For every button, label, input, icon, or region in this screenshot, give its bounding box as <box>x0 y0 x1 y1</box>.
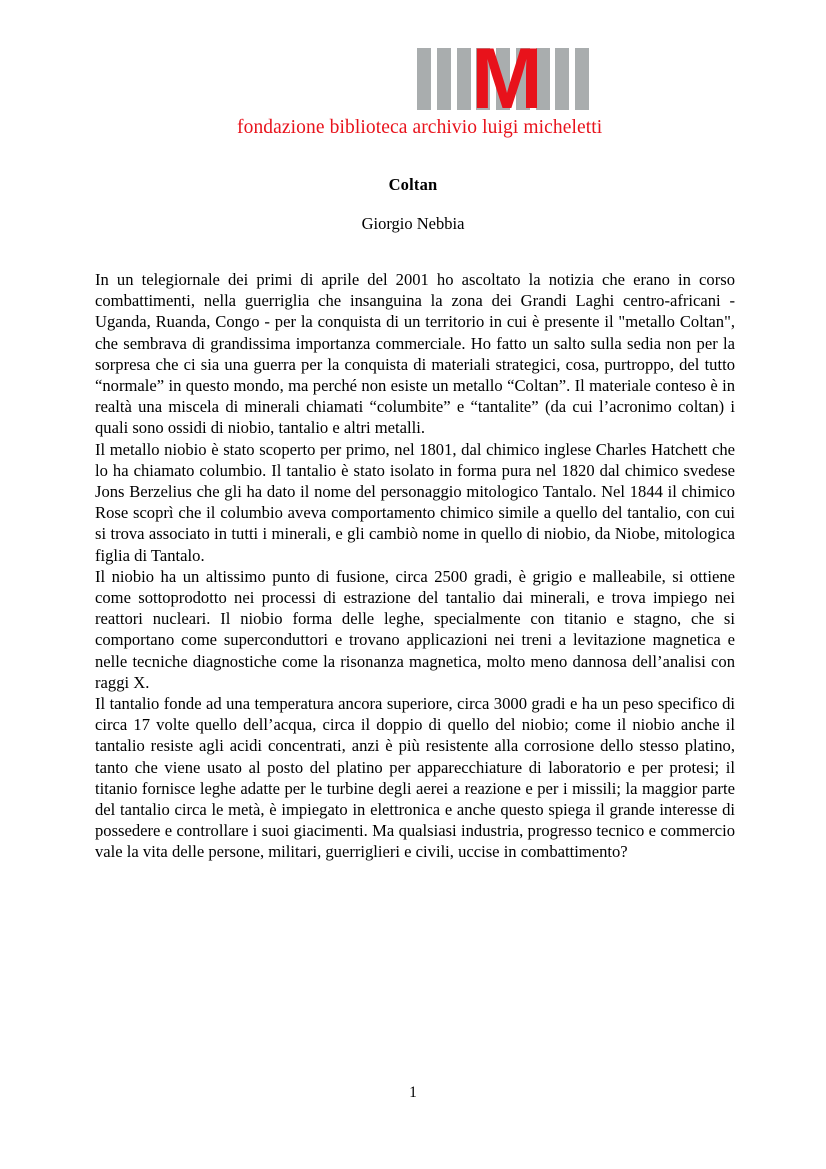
paragraph: Il tantalio fonde ad una temperatura ancora superiore, circa 3000 gradi e ha un peso specifico di circa 17 volte quello dell’acqua, circa il doppio di quello del niobio; come il niobio anche il tantalio resiste agli acidi concentrati, anzi è più resistente alla corrosione dello stesso platino, tanto che viene usato al posto del platino per apparecchiature di laboratorio e per protesi; il titanio fornisce leghe adatte per le turbine degli aerei a reazione e per i missili; la maggior parte del tantalio circa le metà, è impiegato in elettronica e anche questo spiega il grande interesse di possedere e controllare i suoi giacimenti. Ma qualsiasi industria, progresso tecnico e commercio vale la vita delle persone, militari, guerriglieri e civili, uccise in combattimento? <box>95 694 735 862</box>
author-name: Giorgio Nebbia <box>361 214 465 233</box>
logo-bar-1 <box>417 48 431 110</box>
paragraph: In un telegiornale dei primi di aprile del 2001 ho ascoltato la notizia che erano in corso combattimenti, nella guerriglia che insanguina la zona dei Grandi Laghi centro-africani - Uganda, Ruanda, Congo - per la conquista di un territorio in cui è presente il "metallo Coltan", che sembrava di grandissima importanza commerciale. Ho fatto un salto sulla sedia non per la sorpresa che ci sia una guerra per la conquista di materiali strategici, cosa, purtroppo, del tutto “normale” in questo mondo, ma perché non esiste un metallo “Coltan”. Il materiale conteso è in realtà una miscela di minerali chiamati “columbite” e “tantalite” (da cui l’acronimo coltan) i quali sono ossidi di niobio, tantalio e altri metalli. <box>95 270 735 438</box>
logo-bar-9 <box>575 48 589 110</box>
paragraph: Il metallo niobio è stato scoperto per primo, nel 1801, dal chimico inglese Charles Hatchett che lo ha chiamato columbio. Il tantalio è stato isolato in forma pura nel 1820 dal chimico svedese Jons Berzelius che gli ha dato il nome del personaggio mitologico Tantalo. Nel 1844 il chimico Rose scoprì che il columbio aveva comportamento chimico simile a quello del tantalio, con cui si trova associato in tutti i minerali, e gli cambiò nome in quello di niobio, da Niobe, mitologica figlia di Tantalo. <box>95 439 735 565</box>
paragraph: Il niobio ha un altissimo punto di fusione, circa 2500 gradi, è grigio e malleabile, si ottiene come sottoprodotto nei processi di estrazione del tantalio dai minerali, e trova impiego nei reattori nucleari. Il niobio forma delle leghe, specialmente con titanio e stagno, che si comportano come superconduttori e trovano applicazioni nei treni a levitazione magnetica e nelle tecniche diagnostiche come la risonanza magnetica, molto meno dannosa dell’analisi con raggi X. <box>95 566 735 692</box>
article-body <box>95 269 735 863</box>
page-title: Coltan <box>388 175 438 194</box>
logo-bar-2 <box>437 48 451 110</box>
logo-letter-m: M <box>471 48 541 110</box>
logo-mark <box>417 48 589 110</box>
organization-logo <box>237 48 603 139</box>
page-number: 1 <box>409 1084 417 1101</box>
logo-tagline: fondazione biblioteca archivio luigi micheletti <box>237 117 603 138</box>
logo-bar-8 <box>555 48 569 110</box>
